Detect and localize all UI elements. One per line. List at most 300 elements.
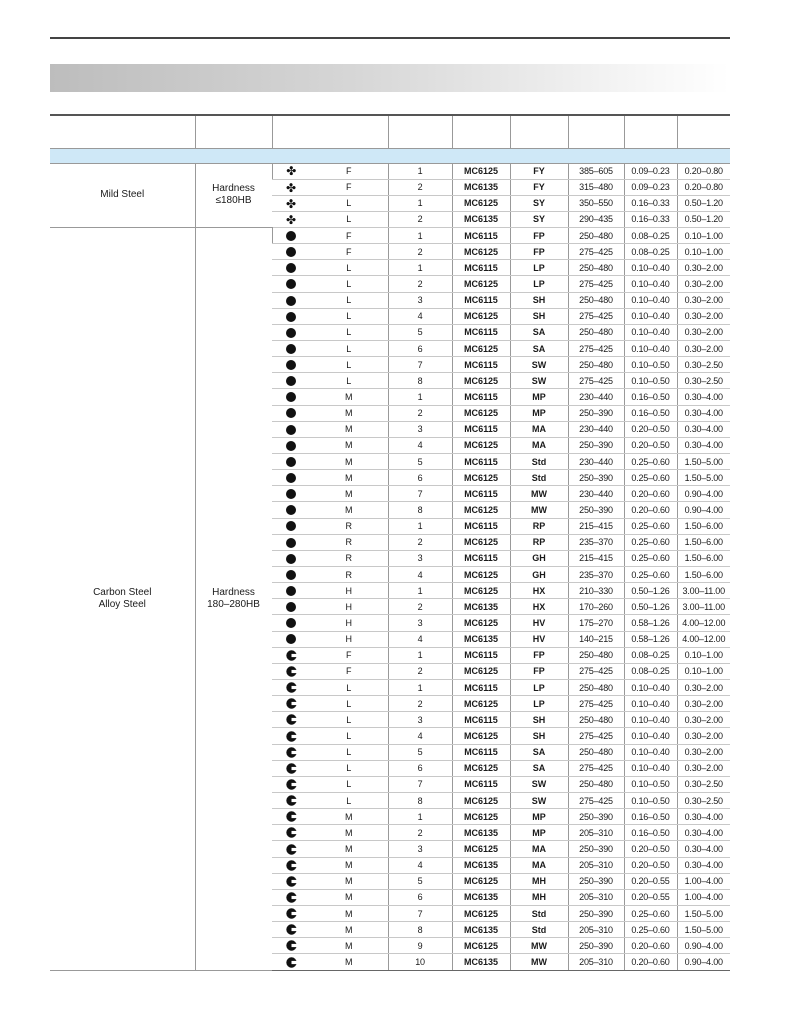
priority-cell: 6 bbox=[388, 889, 452, 905]
grade-cell: MC6115 bbox=[452, 550, 510, 566]
grade-cell: MC6125 bbox=[452, 696, 510, 712]
grade-cell: MC6125 bbox=[452, 470, 510, 486]
insert-shape-cell bbox=[272, 437, 310, 453]
filled-circle-icon bbox=[286, 408, 296, 418]
cutting-speed-cell: 250–390 bbox=[568, 470, 624, 486]
chip-breaker-cell: LP bbox=[510, 276, 568, 292]
pinwheel-icon: ✤ bbox=[285, 196, 297, 211]
priority-cell: 5 bbox=[388, 324, 452, 340]
header-workpiece-material bbox=[50, 115, 195, 148]
cutting-range-cell: L bbox=[310, 357, 388, 373]
material-name-line1: Carbon Steel bbox=[93, 586, 152, 598]
cutting-range-cell: M bbox=[310, 905, 388, 921]
cutting-speed-cell: 290–435 bbox=[568, 211, 624, 227]
grade-cell: MC6125 bbox=[452, 534, 510, 550]
priority-cell: 2 bbox=[388, 244, 452, 260]
cutting-speed-cell: 235–370 bbox=[568, 534, 624, 550]
chip-breaker-cell: MA bbox=[510, 421, 568, 437]
notched-circle-icon bbox=[286, 892, 297, 903]
cutting-range-cell: M bbox=[310, 502, 388, 518]
priority-cell: 4 bbox=[388, 567, 452, 583]
insert-shape-cell bbox=[272, 470, 310, 486]
depth-of-cut-cell: 0.20–0.80 bbox=[677, 179, 730, 195]
cutting-range-cell: M bbox=[310, 873, 388, 889]
depth-of-cut-cell: 3.00–11.00 bbox=[677, 583, 730, 599]
priority-cell: 3 bbox=[388, 550, 452, 566]
property-value: ≤180HB bbox=[215, 195, 252, 207]
workpiece-material-cell bbox=[50, 163, 195, 228]
priority-cell: 1 bbox=[388, 195, 452, 211]
cutting-speed-cell: 250–480 bbox=[568, 228, 624, 244]
chip-breaker-cell: SA bbox=[510, 324, 568, 340]
cutting-range-cell: L bbox=[310, 712, 388, 728]
insert-shape-cell bbox=[272, 599, 310, 615]
grade-cell: MC6125 bbox=[452, 567, 510, 583]
priority-cell: 3 bbox=[388, 712, 452, 728]
chip-breaker-cell: MP bbox=[510, 825, 568, 841]
cutting-speed-cell: 275–425 bbox=[568, 373, 624, 389]
pinwheel-icon: ✤ bbox=[285, 212, 297, 227]
cutting-range-cell: H bbox=[310, 615, 388, 631]
depth-of-cut-cell: 0.30–2.00 bbox=[677, 260, 730, 276]
filled-circle-icon bbox=[286, 263, 296, 273]
depth-of-cut-cell: 0.30–4.00 bbox=[677, 857, 730, 873]
grade-cell: MC6115 bbox=[452, 260, 510, 276]
grade-cell: MC6125 bbox=[452, 760, 510, 776]
cutting-range-cell: L bbox=[310, 195, 388, 211]
chip-breaker-cell: MW bbox=[510, 502, 568, 518]
depth-of-cut-cell: 0.30–2.50 bbox=[677, 792, 730, 808]
feed-cell: 0.10–0.40 bbox=[624, 260, 677, 276]
chip-breaker-cell: SW bbox=[510, 776, 568, 792]
depth-of-cut-cell: 0.30–4.00 bbox=[677, 825, 730, 841]
filled-circle-icon bbox=[286, 457, 296, 467]
chip-breaker-cell: SA bbox=[510, 744, 568, 760]
priority-cell: 1 bbox=[388, 647, 452, 663]
grade-cell: MC6125 bbox=[452, 341, 510, 357]
chip-breaker-cell: GH bbox=[510, 550, 568, 566]
feed-cell: 0.10–0.40 bbox=[624, 324, 677, 340]
properties-cell bbox=[195, 163, 272, 228]
pinwheel-icon: ✤ bbox=[286, 164, 297, 179]
chip-breaker-cell: MH bbox=[510, 873, 568, 889]
filled-circle-icon bbox=[286, 376, 296, 386]
chip-breaker-cell: HX bbox=[510, 599, 568, 615]
filled-circle-icon bbox=[286, 634, 296, 644]
cutting-range-cell: M bbox=[310, 938, 388, 954]
priority-cell: 8 bbox=[388, 922, 452, 938]
pinwheel-icon: ✤ bbox=[285, 180, 297, 195]
insert-shape-cell bbox=[272, 534, 310, 550]
chip-breaker-cell: MP bbox=[510, 405, 568, 421]
grade-cell: MC6125 bbox=[452, 873, 510, 889]
grade-cell: MC6125 bbox=[452, 502, 510, 518]
notched-circle-icon bbox=[286, 650, 297, 661]
filled-circle-icon bbox=[286, 586, 296, 596]
cutting-speed-cell: 250–480 bbox=[568, 324, 624, 340]
depth-of-cut-cell: 0.30–2.00 bbox=[677, 341, 730, 357]
grade-cell: MC6125 bbox=[452, 905, 510, 921]
chip-breaker-cell: SW bbox=[510, 792, 568, 808]
filled-circle-icon bbox=[286, 312, 296, 322]
insert-shape-cell bbox=[272, 889, 310, 905]
depth-of-cut-cell: 0.30–4.00 bbox=[677, 405, 730, 421]
depth-of-cut-cell: 0.30–2.50 bbox=[677, 357, 730, 373]
feed-cell: 0.09–0.23 bbox=[624, 163, 677, 179]
table-header-row bbox=[50, 115, 730, 148]
chip-breaker-cell: RP bbox=[510, 518, 568, 534]
chip-breaker-cell: SA bbox=[510, 341, 568, 357]
chip-breaker-cell: Std bbox=[510, 470, 568, 486]
chip-breaker-cell: MP bbox=[510, 389, 568, 405]
grade-cell: MC6135 bbox=[452, 857, 510, 873]
feed-cell: 0.20–0.50 bbox=[624, 857, 677, 873]
cutting-speed-cell: 250–390 bbox=[568, 502, 624, 518]
grade-cell: MC6125 bbox=[452, 373, 510, 389]
grade-cell: MC6135 bbox=[452, 211, 510, 227]
depth-of-cut-cell: 1.00–4.00 bbox=[677, 873, 730, 889]
table-row bbox=[50, 228, 730, 244]
cutting-range-cell: L bbox=[310, 760, 388, 776]
priority-cell: 8 bbox=[388, 502, 452, 518]
priority-cell: 8 bbox=[388, 373, 452, 389]
feed-cell: 0.20–0.55 bbox=[624, 873, 677, 889]
insert-shape-cell bbox=[272, 405, 310, 421]
grade-cell: MC6125 bbox=[452, 405, 510, 421]
notched-circle-icon bbox=[286, 827, 297, 838]
priority-cell: 7 bbox=[388, 776, 452, 792]
feed-cell: 0.58–1.26 bbox=[624, 631, 677, 647]
cutting-speed-cell: 205–310 bbox=[568, 922, 624, 938]
cutting-range-cell: L bbox=[310, 744, 388, 760]
cutting-range-cell: M bbox=[310, 470, 388, 486]
depth-of-cut-cell: 0.30–2.00 bbox=[677, 760, 730, 776]
cutting-range-cell: M bbox=[310, 889, 388, 905]
priority-cell: 1 bbox=[388, 583, 452, 599]
cutting-speed-cell: 250–390 bbox=[568, 873, 624, 889]
insert-shape-cell bbox=[272, 357, 310, 373]
chip-breaker-cell: SY bbox=[510, 195, 568, 211]
depth-of-cut-cell: 0.30–2.50 bbox=[677, 776, 730, 792]
feed-cell: 0.20–0.50 bbox=[624, 421, 677, 437]
filled-circle-icon bbox=[286, 521, 296, 531]
insert-shape-cell bbox=[272, 454, 310, 470]
feed-cell: 0.10–0.40 bbox=[624, 744, 677, 760]
chip-breaker-cell: SH bbox=[510, 712, 568, 728]
cutting-speed-cell: 230–440 bbox=[568, 421, 624, 437]
insert-shape-cell bbox=[272, 341, 310, 357]
depth-of-cut-cell: 4.00–12.00 bbox=[677, 631, 730, 647]
feed-cell: 0.10–0.50 bbox=[624, 792, 677, 808]
feed-cell: 0.10–0.40 bbox=[624, 728, 677, 744]
chip-breaker-cell: Std bbox=[510, 922, 568, 938]
feed-cell: 0.09–0.23 bbox=[624, 179, 677, 195]
cutting-range-cell: H bbox=[310, 583, 388, 599]
feed-cell: 0.25–0.60 bbox=[624, 518, 677, 534]
grade-cell: MC6125 bbox=[452, 195, 510, 211]
insert-shape-cell bbox=[272, 631, 310, 647]
feed-cell: 0.50–1.26 bbox=[624, 599, 677, 615]
priority-cell: 2 bbox=[388, 825, 452, 841]
filled-circle-icon bbox=[286, 328, 296, 338]
insert-shape-cell bbox=[272, 179, 310, 195]
notched-circle-icon bbox=[286, 908, 297, 919]
notched-circle-icon bbox=[286, 698, 297, 709]
cutting-speed-cell: 250–480 bbox=[568, 744, 624, 760]
grade-cell: MC6125 bbox=[452, 938, 510, 954]
property-label: Hardness bbox=[212, 183, 255, 195]
grade-cell: MC6115 bbox=[452, 228, 510, 244]
filled-circle-icon bbox=[286, 392, 296, 402]
feed-cell: 0.25–0.60 bbox=[624, 905, 677, 921]
cutting-speed-cell: 215–415 bbox=[568, 550, 624, 566]
depth-of-cut-cell: 0.10–1.00 bbox=[677, 244, 730, 260]
insert-shape-cell bbox=[272, 228, 310, 244]
depth-of-cut-cell: 1.50–6.00 bbox=[677, 567, 730, 583]
feed-cell: 0.50–1.26 bbox=[624, 583, 677, 599]
cutting-speed-cell: 230–440 bbox=[568, 389, 624, 405]
filled-circle-icon bbox=[286, 425, 296, 435]
depth-of-cut-cell: 0.30–4.00 bbox=[677, 389, 730, 405]
notched-circle-icon bbox=[286, 795, 297, 806]
chip-breaker-cell: SW bbox=[510, 373, 568, 389]
filled-circle-icon bbox=[286, 441, 296, 451]
priority-cell: 3 bbox=[388, 615, 452, 631]
insert-shape-cell bbox=[272, 792, 310, 808]
feed-cell: 0.20–0.50 bbox=[624, 841, 677, 857]
cutting-range-cell: M bbox=[310, 486, 388, 502]
insert-shape-cell bbox=[272, 324, 310, 340]
insert-shape-cell bbox=[272, 680, 310, 696]
priority-cell: 1 bbox=[388, 680, 452, 696]
priority-cell: 9 bbox=[388, 938, 452, 954]
insert-shape-cell bbox=[272, 922, 310, 938]
insert-shape-cell bbox=[272, 163, 310, 179]
grade-cell: MC6115 bbox=[452, 712, 510, 728]
insert-shape-cell bbox=[272, 938, 310, 954]
notched-circle-icon bbox=[286, 763, 297, 774]
depth-of-cut-cell: 4.00–12.00 bbox=[677, 615, 730, 631]
depth-of-cut-cell: 1.50–5.00 bbox=[677, 905, 730, 921]
feed-cell: 0.10–0.40 bbox=[624, 680, 677, 696]
insert-shape-cell bbox=[272, 873, 310, 889]
cutting-range-cell: L bbox=[310, 792, 388, 808]
header-depth-of-cut bbox=[677, 115, 730, 148]
workpiece-material-cell bbox=[50, 228, 195, 970]
chip-breaker-cell: SY bbox=[510, 211, 568, 227]
depth-of-cut-cell: 0.30–4.00 bbox=[677, 809, 730, 825]
depth-of-cut-cell: 0.30–2.00 bbox=[677, 712, 730, 728]
chip-breaker-cell: MW bbox=[510, 938, 568, 954]
cutting-range-cell: H bbox=[310, 599, 388, 615]
feed-cell: 0.25–0.60 bbox=[624, 454, 677, 470]
header-cutting-range bbox=[272, 115, 388, 148]
grade-cell: MC6115 bbox=[452, 744, 510, 760]
depth-of-cut-cell: 1.50–6.00 bbox=[677, 550, 730, 566]
priority-cell: 1 bbox=[388, 260, 452, 276]
cutting-range-cell: M bbox=[310, 809, 388, 825]
depth-of-cut-cell: 0.90–4.00 bbox=[677, 486, 730, 502]
priority-cell: 6 bbox=[388, 760, 452, 776]
grade-cell: MC6125 bbox=[452, 615, 510, 631]
insert-shape-cell bbox=[272, 486, 310, 502]
insert-shape-cell bbox=[272, 728, 310, 744]
feed-cell: 0.58–1.26 bbox=[624, 615, 677, 631]
depth-of-cut-cell: 1.50–5.00 bbox=[677, 470, 730, 486]
chip-breaker-cell: SA bbox=[510, 760, 568, 776]
grade-cell: MC6115 bbox=[452, 357, 510, 373]
insert-shape-cell bbox=[272, 550, 310, 566]
cutting-range-cell: L bbox=[310, 341, 388, 357]
insert-shape-cell bbox=[272, 760, 310, 776]
feed-cell: 0.20–0.60 bbox=[624, 938, 677, 954]
chip-breaker-cell: RP bbox=[510, 534, 568, 550]
section-header-band bbox=[50, 64, 730, 92]
priority-cell: 4 bbox=[388, 437, 452, 453]
feed-cell: 0.20–0.60 bbox=[624, 486, 677, 502]
insert-shape-cell bbox=[272, 260, 310, 276]
cutting-speed-cell: 275–425 bbox=[568, 341, 624, 357]
grade-cell: MC6125 bbox=[452, 308, 510, 324]
priority-cell: 10 bbox=[388, 954, 452, 970]
filled-circle-icon bbox=[286, 247, 296, 257]
grade-cell: MC6115 bbox=[452, 324, 510, 340]
cutting-speed-cell: 275–425 bbox=[568, 663, 624, 679]
table-body bbox=[50, 163, 730, 970]
cutting-speed-cell: 250–480 bbox=[568, 647, 624, 663]
insert-shape-cell bbox=[272, 518, 310, 534]
properties-cell bbox=[195, 228, 272, 970]
priority-cell: 1 bbox=[388, 389, 452, 405]
notched-circle-icon bbox=[286, 747, 297, 758]
depth-of-cut-cell: 1.50–5.00 bbox=[677, 454, 730, 470]
priority-cell: 3 bbox=[388, 292, 452, 308]
feed-cell: 0.08–0.25 bbox=[624, 244, 677, 260]
filled-circle-icon bbox=[286, 279, 296, 289]
chip-breaker-cell: FP bbox=[510, 647, 568, 663]
cutting-speed-cell: 275–425 bbox=[568, 728, 624, 744]
depth-of-cut-cell: 0.30–4.00 bbox=[677, 841, 730, 857]
chip-breaker-cell: SH bbox=[510, 292, 568, 308]
priority-cell: 8 bbox=[388, 792, 452, 808]
filled-circle-icon bbox=[286, 538, 296, 548]
cutting-conditions-table-wrapper bbox=[50, 114, 730, 971]
cutting-range-cell: M bbox=[310, 437, 388, 453]
feed-cell: 0.20–0.55 bbox=[624, 889, 677, 905]
depth-of-cut-cell: 0.30–2.00 bbox=[677, 696, 730, 712]
filled-circle-icon bbox=[286, 505, 296, 515]
feed-cell: 0.16–0.33 bbox=[624, 195, 677, 211]
feed-cell: 0.16–0.50 bbox=[624, 405, 677, 421]
cutting-range-cell: F bbox=[310, 647, 388, 663]
grade-cell: MC6125 bbox=[452, 728, 510, 744]
cutting-range-cell: L bbox=[310, 260, 388, 276]
priority-cell: 2 bbox=[388, 211, 452, 227]
feed-cell: 0.08–0.25 bbox=[624, 228, 677, 244]
chip-breaker-cell: MW bbox=[510, 954, 568, 970]
grade-cell: MC6125 bbox=[452, 583, 510, 599]
grade-cell: MC6115 bbox=[452, 486, 510, 502]
depth-of-cut-cell: 0.90–4.00 bbox=[677, 938, 730, 954]
notched-circle-icon bbox=[286, 924, 297, 935]
grade-cell: MC6135 bbox=[452, 889, 510, 905]
chip-breaker-cell: MH bbox=[510, 889, 568, 905]
cutting-range-cell: R bbox=[310, 518, 388, 534]
chip-breaker-cell: HX bbox=[510, 583, 568, 599]
cutting-range-cell: L bbox=[310, 776, 388, 792]
priority-cell: 5 bbox=[388, 873, 452, 889]
cutting-speed-cell: 250–390 bbox=[568, 938, 624, 954]
priority-cell: 3 bbox=[388, 841, 452, 857]
depth-of-cut-cell: 3.00–11.00 bbox=[677, 599, 730, 615]
grade-cell: MC6125 bbox=[452, 437, 510, 453]
feed-cell: 0.16–0.50 bbox=[624, 825, 677, 841]
filled-circle-icon bbox=[286, 473, 296, 483]
property-label: Hardness bbox=[212, 586, 255, 598]
feed-cell: 0.10–0.40 bbox=[624, 292, 677, 308]
feed-cell: 0.10–0.40 bbox=[624, 712, 677, 728]
priority-cell: 1 bbox=[388, 518, 452, 534]
cutting-speed-cell: 250–480 bbox=[568, 680, 624, 696]
cutting-range-cell: L bbox=[310, 324, 388, 340]
chip-breaker-cell: MA bbox=[510, 857, 568, 873]
feed-cell: 0.25–0.60 bbox=[624, 922, 677, 938]
cutting-speed-cell: 275–425 bbox=[568, 760, 624, 776]
cutting-speed-cell: 275–425 bbox=[568, 696, 624, 712]
feed-cell: 0.25–0.60 bbox=[624, 550, 677, 566]
chip-breaker-cell: FP bbox=[510, 228, 568, 244]
depth-of-cut-cell: 0.90–4.00 bbox=[677, 954, 730, 970]
depth-of-cut-cell: 0.30–2.00 bbox=[677, 308, 730, 324]
cutting-range-cell: H bbox=[310, 631, 388, 647]
feed-cell: 0.10–0.50 bbox=[624, 373, 677, 389]
header-feed bbox=[624, 115, 677, 148]
depth-of-cut-cell: 1.50–6.00 bbox=[677, 534, 730, 550]
cutting-speed-cell: 250–390 bbox=[568, 437, 624, 453]
insert-shape-cell bbox=[272, 809, 310, 825]
insert-shape-cell bbox=[272, 276, 310, 292]
grade-cell: MC6125 bbox=[452, 841, 510, 857]
priority-cell: 1 bbox=[388, 228, 452, 244]
material-name: Mild Steel bbox=[100, 189, 145, 201]
insert-shape-cell bbox=[272, 195, 310, 211]
filled-circle-icon bbox=[286, 296, 296, 306]
depth-of-cut-cell: 0.50–1.20 bbox=[677, 211, 730, 227]
insert-shape-cell bbox=[272, 647, 310, 663]
chip-breaker-cell: FP bbox=[510, 663, 568, 679]
priority-cell: 2 bbox=[388, 405, 452, 421]
chip-breaker-cell: MA bbox=[510, 841, 568, 857]
cutting-range-cell: R bbox=[310, 534, 388, 550]
cutting-speed-cell: 175–270 bbox=[568, 615, 624, 631]
priority-cell: 7 bbox=[388, 486, 452, 502]
grade-cell: MC6135 bbox=[452, 179, 510, 195]
chip-breaker-cell: LP bbox=[510, 680, 568, 696]
depth-of-cut-cell: 0.30–4.00 bbox=[677, 437, 730, 453]
notched-circle-icon bbox=[286, 876, 297, 887]
insert-shape-cell bbox=[272, 615, 310, 631]
filled-circle-icon bbox=[286, 618, 296, 628]
feed-cell: 0.25–0.60 bbox=[624, 534, 677, 550]
notched-circle-icon bbox=[286, 682, 297, 693]
cutting-range-cell: L bbox=[310, 276, 388, 292]
cutting-speed-cell: 140–215 bbox=[568, 631, 624, 647]
cutting-speed-cell: 250–390 bbox=[568, 905, 624, 921]
cutting-speed-cell: 275–425 bbox=[568, 308, 624, 324]
cutting-range-cell: M bbox=[310, 825, 388, 841]
chip-breaker-cell: MA bbox=[510, 437, 568, 453]
grade-cell: MC6125 bbox=[452, 663, 510, 679]
